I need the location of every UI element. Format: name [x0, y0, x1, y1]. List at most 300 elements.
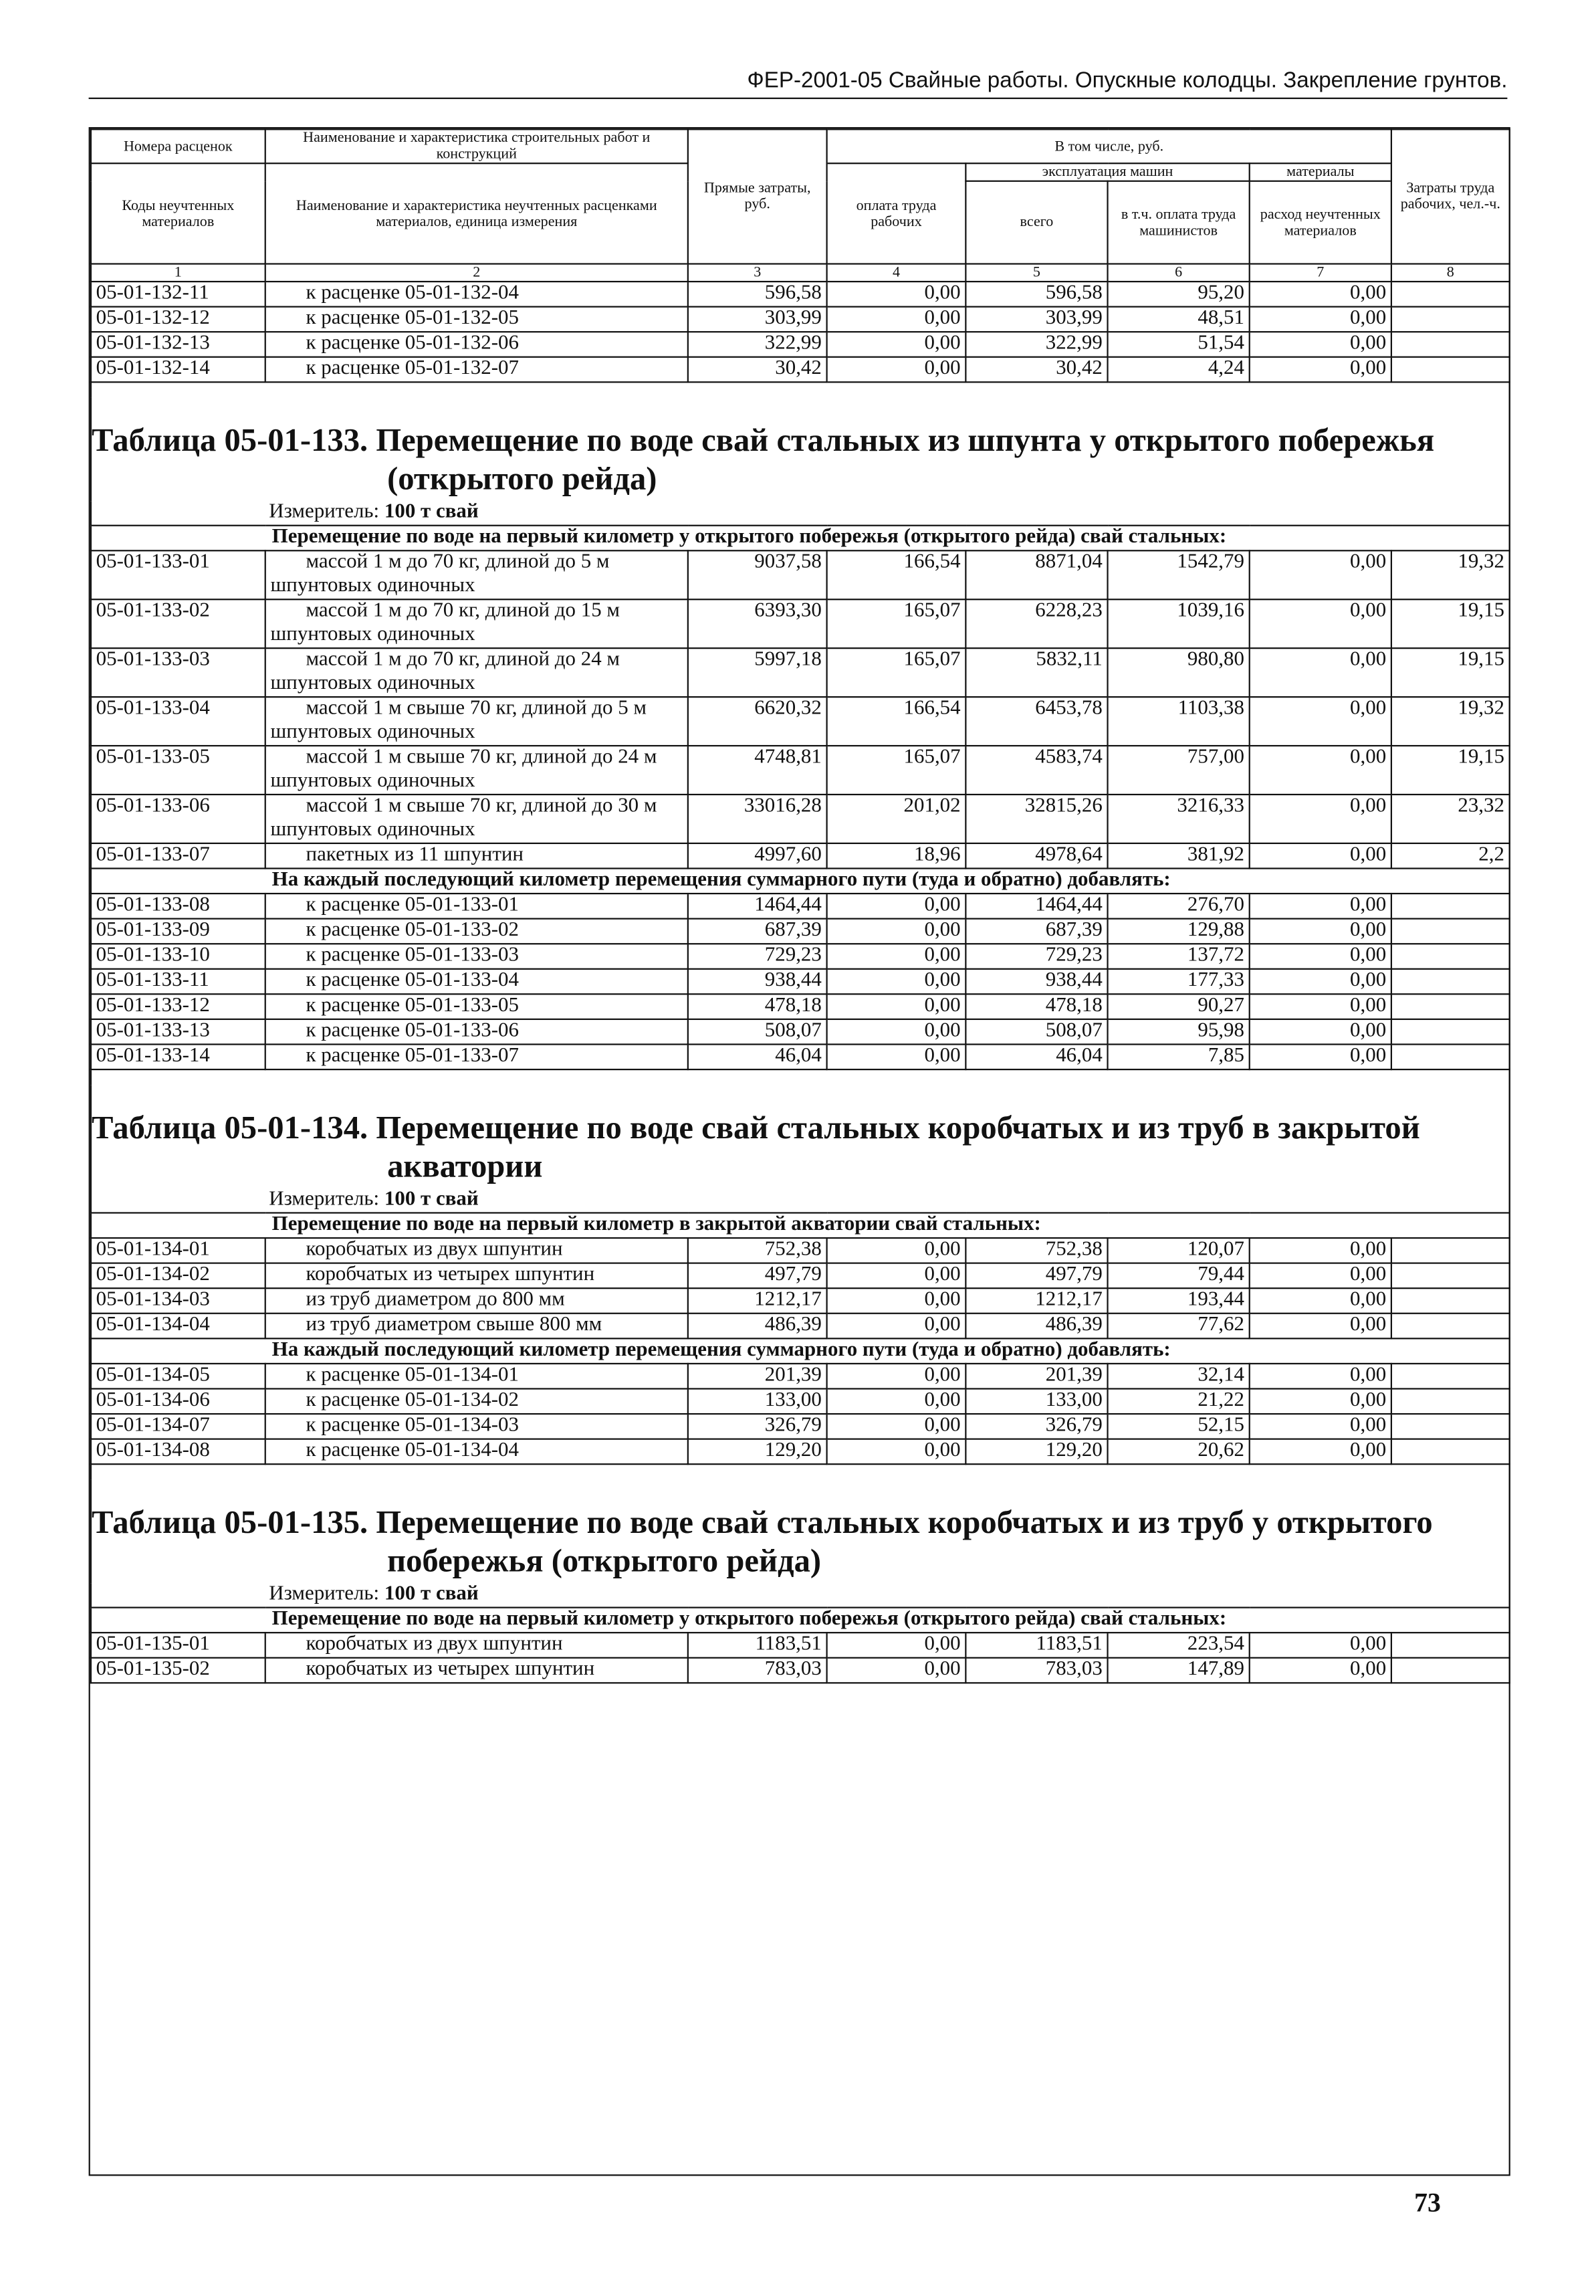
hdr-wage: оплата труда рабочих — [827, 163, 966, 264]
machines-wage-cell: 52,15 — [1108, 1414, 1250, 1439]
table-row — [91, 1263, 1510, 1289]
table-row — [91, 1045, 1510, 1070]
direct-cost-cell: 326,79 — [688, 1414, 827, 1439]
machines-total-cell: 4583,74 — [965, 746, 1107, 795]
measure-value: 100 т свай — [384, 1583, 479, 1606]
machines-wage-cell: 147,89 — [1108, 1658, 1250, 1683]
rate-code-cell: 05-01-134-01 — [91, 1238, 265, 1263]
table-row — [91, 746, 1510, 795]
wage-cell: 0,00 — [827, 1658, 966, 1683]
rate-code-cell: 05-01-133-13 — [91, 1019, 265, 1045]
work-name-cell: к расценке 05-01-132-06 — [265, 332, 688, 357]
materials-cell: 0,00 — [1250, 795, 1391, 843]
hdr-num-1: 1 — [91, 264, 265, 282]
machines-wage-cell: 3216,33 — [1108, 795, 1250, 843]
direct-cost-cell: 1464,44 — [688, 894, 827, 919]
materials-cell: 0,00 — [1250, 697, 1391, 746]
spacer — [91, 1069, 1510, 1085]
measure-label: Измеритель: — [269, 1188, 380, 1211]
direct-cost-cell: 1212,17 — [688, 1288, 827, 1314]
direct-cost-cell: 5997,18 — [688, 648, 827, 697]
materials-cell: 0,00 — [1250, 1414, 1391, 1439]
table-row — [91, 795, 1510, 843]
table-row — [91, 550, 1510, 599]
machines-total-cell: 30,42 — [965, 357, 1107, 383]
machines-total-cell: 687,39 — [965, 919, 1107, 944]
work-name-cell: массой 1 м свыше 70 кг, длиной до 5 м шпунтовых одиночных — [265, 697, 688, 746]
hdr-machines-total: всего — [965, 181, 1107, 264]
machines-total-cell: 322,99 — [965, 332, 1107, 357]
table-row — [91, 894, 1510, 919]
labor-cell — [1391, 1388, 1510, 1414]
direct-cost-cell: 508,07 — [688, 1019, 827, 1045]
machines-total-cell: 783,03 — [965, 1658, 1107, 1683]
table-134 — [91, 1069, 1510, 1464]
table-row — [91, 944, 1510, 969]
machines-wage-cell: 381,92 — [1108, 843, 1250, 869]
work-name-cell: массой 1 м свыше 70 кг, длиной до 30 м шпунтовых одиночных — [265, 795, 688, 843]
machines-wage-cell: 980,80 — [1108, 648, 1250, 697]
materials-cell: 0,00 — [1250, 307, 1391, 332]
direct-cost-cell: 33016,28 — [688, 795, 827, 843]
wage-cell: 0,00 — [827, 1263, 966, 1289]
rate-code-cell: 05-01-133-07 — [91, 843, 265, 869]
direct-cost-cell: 752,38 — [688, 1238, 827, 1263]
materials-cell: 0,00 — [1250, 746, 1391, 795]
hdr-name-top: Наименование и характеристика строительных работ и конструкций — [265, 129, 688, 163]
work-name-cell: к расценке 05-01-133-02 — [265, 919, 688, 944]
table-title — [91, 1479, 1510, 1583]
materials-cell: 0,00 — [1250, 944, 1391, 969]
hdr-machines: эксплуатация машин — [965, 163, 1249, 181]
machines-wage-cell: 79,44 — [1108, 1263, 1250, 1289]
machines-total-cell: 6228,23 — [965, 599, 1107, 648]
labor-cell — [1391, 1263, 1510, 1289]
machines-total-cell: 46,04 — [965, 1045, 1107, 1070]
materials-cell: 0,00 — [1250, 969, 1391, 995]
hdr-codes-top: Номера расценок — [91, 129, 265, 163]
wage-cell: 0,00 — [827, 919, 966, 944]
machines-total-cell: 129,20 — [965, 1439, 1107, 1465]
materials-cell: 0,00 — [1250, 357, 1391, 383]
measurement-unit — [91, 501, 1510, 525]
rate-code-cell: 05-01-133-10 — [91, 944, 265, 969]
wage-cell: 0,00 — [827, 1045, 966, 1070]
work-name-cell: к расценке 05-01-133-06 — [265, 1019, 688, 1045]
labor-cell — [1391, 1314, 1510, 1339]
labor-cell — [1391, 357, 1510, 383]
rate-code-cell: 05-01-133-02 — [91, 599, 265, 648]
labor-cell — [1391, 1238, 1510, 1263]
table-row — [91, 1314, 1510, 1339]
materials-cell: 0,00 — [1250, 1288, 1391, 1314]
machines-total-cell: 4978,64 — [965, 843, 1107, 869]
wage-cell: 0,00 — [827, 894, 966, 919]
labor-cell — [1391, 1658, 1510, 1683]
wage-cell: 0,00 — [827, 1019, 966, 1045]
hdr-num-4: 4 — [827, 264, 966, 282]
wage-cell: 0,00 — [827, 1238, 966, 1263]
wage-cell: 166,54 — [827, 697, 966, 746]
machines-wage-cell: 90,27 — [1108, 994, 1250, 1019]
machines-wage-cell: 1103,38 — [1108, 697, 1250, 746]
work-name-cell: массой 1 м до 70 кг, длиной до 5 м шпунтовых одиночных — [265, 550, 688, 599]
hdr-materials: материалы — [1250, 163, 1391, 181]
machines-total-cell: 752,38 — [965, 1238, 1107, 1263]
direct-cost-cell: 30,42 — [688, 357, 827, 383]
page-number: 73 — [1414, 2188, 1441, 2218]
work-name-cell: к расценке 05-01-133-05 — [265, 994, 688, 1019]
machines-total-cell: 938,44 — [965, 969, 1107, 995]
section-heading: Перемещение по воде на первый километр в закрытой акватории свай стальных: — [91, 1213, 1510, 1238]
labor-cell — [1391, 1019, 1510, 1045]
spacer — [91, 1464, 1510, 1479]
rate-code-cell: 05-01-133-12 — [91, 994, 265, 1019]
materials-cell: 0,00 — [1250, 332, 1391, 357]
work-name-cell: коробчатых из двух шпунтин — [265, 1238, 688, 1263]
machines-total-cell: 8871,04 — [965, 550, 1107, 599]
table-title-line-1: Таблица 05-01-133. Перемещение по воде свай стальных из шпунта у открытого побережья — [92, 421, 1435, 459]
machines-wage-cell: 223,54 — [1108, 1633, 1250, 1658]
labor-cell — [1391, 919, 1510, 944]
hdr-materials-sub: расход неучтенных материалов — [1250, 181, 1391, 264]
rate-code-cell: 05-01-135-01 — [91, 1633, 265, 1658]
rate-code-cell: 05-01-134-04 — [91, 1314, 265, 1339]
measure-value: 100 т свай — [384, 501, 479, 524]
rate-code-cell: 05-01-132-14 — [91, 357, 265, 383]
hdr-num-5: 5 — [965, 264, 1107, 282]
labor-cell — [1391, 1633, 1510, 1658]
machines-wage-cell: 129,88 — [1108, 919, 1250, 944]
work-name-cell: к расценке 05-01-133-07 — [265, 1045, 688, 1070]
machines-wage-cell: 21,22 — [1108, 1388, 1250, 1414]
table-row — [91, 919, 1510, 944]
direct-cost-cell: 486,39 — [688, 1314, 827, 1339]
rate-code-cell: 05-01-133-06 — [91, 795, 265, 843]
rate-code-cell: 05-01-135-02 — [91, 1658, 265, 1683]
work-name-cell: из труб диаметром до 800 мм — [265, 1288, 688, 1314]
work-name-cell: коробчатых из четырех шпунтин — [265, 1263, 688, 1289]
table-row — [91, 994, 1510, 1019]
table-row — [91, 1439, 1510, 1465]
machines-wage-cell: 120,07 — [1108, 1238, 1250, 1263]
table-133 — [91, 382, 1510, 1069]
work-name-cell: к расценке 05-01-133-03 — [265, 944, 688, 969]
wage-cell: 0,00 — [827, 307, 966, 332]
machines-total-cell: 303,99 — [965, 307, 1107, 332]
labor-cell — [1391, 944, 1510, 969]
work-name-cell: пакетных из 11 шпунтин — [265, 843, 688, 869]
direct-cost-cell: 9037,58 — [688, 550, 827, 599]
table-row — [91, 307, 1510, 332]
machines-total-cell: 1464,44 — [965, 894, 1107, 919]
table-row — [91, 1658, 1510, 1683]
work-name-cell: коробчатых из двух шпунтин — [265, 1633, 688, 1658]
rate-code-cell: 05-01-132-12 — [91, 307, 265, 332]
rate-code-cell: 05-01-132-13 — [91, 332, 265, 357]
machines-wage-cell: 1039,16 — [1108, 599, 1250, 648]
table-title-line-1: Таблица 05-01-135. Перемещение по воде свай стальных коробчатых и из труб у открытого — [92, 1503, 1433, 1541]
labor-cell — [1391, 1045, 1510, 1070]
rate-code-cell: 05-01-134-06 — [91, 1388, 265, 1414]
hdr-num-6: 6 — [1108, 264, 1250, 282]
labor-cell — [1391, 332, 1510, 357]
labor-cell: 19,32 — [1391, 697, 1510, 746]
wage-cell: 18,96 — [827, 843, 966, 869]
hdr-labor: Затраты труда рабочих, чел.-ч. — [1391, 129, 1510, 264]
rate-code-cell: 05-01-133-05 — [91, 746, 265, 795]
labor-cell: 23,32 — [1391, 795, 1510, 843]
direct-cost-cell: 938,44 — [688, 969, 827, 995]
machines-wage-cell: 4,24 — [1108, 357, 1250, 383]
materials-cell: 0,00 — [1250, 1364, 1391, 1389]
machines-wage-cell: 137,72 — [1108, 944, 1250, 969]
work-name-cell: коробчатых из четырех шпунтин — [265, 1658, 688, 1683]
hdr-direct-costs: Прямые затраты, руб. — [688, 129, 827, 264]
table-row — [91, 1364, 1510, 1389]
wage-cell: 165,07 — [827, 599, 966, 648]
materials-cell: 0,00 — [1250, 1019, 1391, 1045]
machines-wage-cell: 95,98 — [1108, 1019, 1250, 1045]
materials-cell: 0,00 — [1250, 1045, 1391, 1070]
work-name-cell: массой 1 м до 70 кг, длиной до 24 м шпунтовых одиночных — [265, 648, 688, 697]
labor-cell — [1391, 1439, 1510, 1465]
machines-wage-cell: 95,20 — [1108, 282, 1250, 307]
machines-total-cell: 5832,11 — [965, 648, 1107, 697]
labor-cell — [1391, 1288, 1510, 1314]
machines-total-cell: 6453,78 — [965, 697, 1107, 746]
materials-cell: 0,00 — [1250, 894, 1391, 919]
table-row — [91, 969, 1510, 995]
machines-wage-cell: 77,62 — [1108, 1314, 1250, 1339]
machines-total-cell: 486,39 — [965, 1314, 1107, 1339]
wage-cell: 0,00 — [827, 1314, 966, 1339]
table-row — [91, 648, 1510, 697]
machines-wage-cell: 276,70 — [1108, 894, 1250, 919]
machines-wage-cell: 48,51 — [1108, 307, 1250, 332]
table-row — [91, 1633, 1510, 1658]
table-title-line-2: (открытого рейда) — [387, 459, 657, 497]
rate-code-cell: 05-01-133-11 — [91, 969, 265, 995]
direct-cost-cell: 6620,32 — [688, 697, 827, 746]
table-row — [91, 357, 1510, 383]
machines-total-cell: 326,79 — [965, 1414, 1107, 1439]
direct-cost-cell: 478,18 — [688, 994, 827, 1019]
rate-code-cell: 05-01-133-14 — [91, 1045, 265, 1070]
materials-cell: 0,00 — [1250, 599, 1391, 648]
materials-cell: 0,00 — [1250, 1658, 1391, 1683]
rate-code-cell: 05-01-133-03 — [91, 648, 265, 697]
rate-code-cell: 05-01-133-09 — [91, 919, 265, 944]
rate-code-cell: 05-01-134-08 — [91, 1439, 265, 1465]
wage-cell: 165,07 — [827, 746, 966, 795]
price-table — [90, 128, 1510, 1683]
wage-cell: 0,00 — [827, 332, 966, 357]
running-header: ФЕР-2001-05 Свайные работы. Опускные колодцы. Закрепление грунтов. — [89, 68, 1508, 99]
rate-code-cell: 05-01-134-03 — [91, 1288, 265, 1314]
rate-code-cell: 05-01-133-08 — [91, 894, 265, 919]
materials-cell: 0,00 — [1250, 1238, 1391, 1263]
table-row — [91, 1288, 1510, 1314]
direct-cost-cell: 497,79 — [688, 1263, 827, 1289]
direct-cost-cell: 729,23 — [688, 944, 827, 969]
rate-code-cell: 05-01-133-01 — [91, 550, 265, 599]
wage-cell: 0,00 — [827, 1439, 966, 1465]
labor-cell — [1391, 1414, 1510, 1439]
labor-cell: 19,15 — [1391, 648, 1510, 697]
machines-total-cell: 1183,51 — [965, 1633, 1107, 1658]
direct-cost-cell: 129,20 — [688, 1439, 827, 1465]
hdr-machines-wage: в т.ч. оплата труда машинистов — [1108, 181, 1250, 264]
materials-cell: 0,00 — [1250, 1633, 1391, 1658]
labor-cell — [1391, 894, 1510, 919]
direct-cost-cell: 1183,51 — [688, 1633, 827, 1658]
wage-cell: 0,00 — [827, 969, 966, 995]
materials-cell: 0,00 — [1250, 994, 1391, 1019]
measurement-unit — [91, 1188, 1510, 1213]
rate-code-cell: 05-01-132-11 — [91, 282, 265, 307]
work-name-cell: к расценке 05-01-134-03 — [265, 1414, 688, 1439]
table-row — [91, 599, 1510, 648]
work-name-cell: массой 1 м свыше 70 кг, длиной до 24 м шпунтовых одиночных — [265, 746, 688, 795]
work-name-cell: к расценке 05-01-132-05 — [265, 307, 688, 332]
materials-cell: 0,00 — [1250, 648, 1391, 697]
table-135 — [91, 1464, 1510, 1683]
direct-cost-cell: 6393,30 — [688, 599, 827, 648]
table-body — [91, 282, 1510, 382]
wage-cell: 0,00 — [827, 994, 966, 1019]
work-name-cell: к расценке 05-01-132-04 — [265, 282, 688, 307]
wage-cell: 0,00 — [827, 357, 966, 383]
wage-cell: 201,02 — [827, 795, 966, 843]
table-row — [91, 1388, 1510, 1414]
direct-cost-cell: 596,58 — [688, 282, 827, 307]
labor-cell: 19,15 — [1391, 746, 1510, 795]
section-heading: Перемещение по воде на первый километр у открытого побережья (открытого рейда) свай стальных: — [91, 1608, 1510, 1633]
machines-wage-cell: 32,14 — [1108, 1364, 1250, 1389]
wage-cell: 0,00 — [827, 282, 966, 307]
machines-total-cell: 32815,26 — [965, 795, 1107, 843]
labor-cell: 19,15 — [1391, 599, 1510, 648]
wage-cell: 165,07 — [827, 648, 966, 697]
machines-total-cell: 133,00 — [965, 1388, 1107, 1414]
machines-wage-cell: 20,62 — [1108, 1439, 1250, 1465]
spacer — [91, 382, 1510, 397]
table-row — [91, 697, 1510, 746]
work-name-cell: к расценке 05-01-133-04 — [265, 969, 688, 995]
machines-total-cell: 201,39 — [965, 1364, 1107, 1389]
wage-cell: 0,00 — [827, 1288, 966, 1314]
materials-cell: 0,00 — [1250, 282, 1391, 307]
wage-cell: 0,00 — [827, 1414, 966, 1439]
measure-label: Измеритель: — [269, 1583, 380, 1606]
table-row — [91, 1238, 1510, 1263]
table-title — [91, 398, 1510, 502]
hdr-num-3: 3 — [688, 264, 827, 282]
work-name-cell: из труб диаметром свыше 800 мм — [265, 1314, 688, 1339]
direct-cost-cell: 322,99 — [688, 332, 827, 357]
table-title-line-1: Таблица 05-01-134. Перемещение по воде свай стальных коробчатых и из труб в закрытой — [92, 1108, 1420, 1146]
measure-value: 100 т свай — [384, 1188, 479, 1211]
direct-cost-cell: 46,04 — [688, 1045, 827, 1070]
machines-total-cell: 508,07 — [965, 1019, 1107, 1045]
hdr-name-bottom: Наименование и характеристика неучтенных расценками материалов, единица измерения — [265, 163, 688, 264]
labor-cell — [1391, 969, 1510, 995]
machines-wage-cell: 51,54 — [1108, 332, 1250, 357]
wage-cell: 166,54 — [827, 550, 966, 599]
direct-cost-cell: 687,39 — [688, 919, 827, 944]
section-heading: Перемещение по воде на первый километр у открытого побережья (открытого рейда) свай стальных: — [91, 526, 1510, 551]
wage-cell: 0,00 — [827, 1364, 966, 1389]
direct-cost-cell: 4997,60 — [688, 843, 827, 869]
machines-wage-cell: 7,85 — [1108, 1045, 1250, 1070]
direct-cost-cell: 783,03 — [688, 1658, 827, 1683]
table-row — [91, 1019, 1510, 1045]
work-name-cell: массой 1 м до 70 кг, длиной до 15 м шпунтовых одиночных — [265, 599, 688, 648]
wage-cell: 0,00 — [827, 1388, 966, 1414]
direct-cost-cell: 201,39 — [688, 1364, 827, 1389]
machines-total-cell: 478,18 — [965, 994, 1107, 1019]
machines-wage-cell: 1542,79 — [1108, 550, 1250, 599]
direct-cost-cell: 133,00 — [688, 1388, 827, 1414]
table-row — [91, 843, 1510, 869]
labor-cell: 19,32 — [1391, 550, 1510, 599]
rate-code-cell: 05-01-134-07 — [91, 1414, 265, 1439]
table-title-line-2: побережья (открытого рейда) — [387, 1542, 822, 1579]
table-header — [91, 129, 1510, 282]
price-table-frame — [89, 127, 1510, 2176]
table-title — [91, 1085, 1510, 1188]
machines-wage-cell: 177,33 — [1108, 969, 1250, 995]
wage-cell: 0,00 — [827, 1633, 966, 1658]
work-name-cell: к расценке 05-01-134-02 — [265, 1388, 688, 1414]
labor-cell — [1391, 1364, 1510, 1389]
work-name-cell: к расценке 05-01-134-04 — [265, 1439, 688, 1465]
rate-code-cell: 05-01-134-05 — [91, 1364, 265, 1389]
hdr-num-2: 2 — [265, 264, 688, 282]
materials-cell: 0,00 — [1250, 1388, 1391, 1414]
table-row — [91, 332, 1510, 357]
rate-code-cell: 05-01-134-02 — [91, 1263, 265, 1289]
hdr-num-8: 8 — [1391, 264, 1510, 282]
labor-cell — [1391, 307, 1510, 332]
section-heading: На каждый последующий километр перемещения суммарного пути (туда и обратно) добавлять: — [91, 1338, 1510, 1364]
table-row — [91, 1414, 1510, 1439]
wage-cell: 0,00 — [827, 944, 966, 969]
machines-total-cell: 596,58 — [965, 282, 1107, 307]
table-title-line-2: акватории — [387, 1147, 543, 1184]
hdr-codes-bottom: Коды неучтенных материалов — [91, 163, 265, 264]
materials-cell: 0,00 — [1250, 1439, 1391, 1465]
materials-cell: 0,00 — [1250, 550, 1391, 599]
labor-cell — [1391, 994, 1510, 1019]
rate-code-cell: 05-01-133-04 — [91, 697, 265, 746]
labor-cell — [1391, 282, 1510, 307]
machines-wage-cell: 757,00 — [1108, 746, 1250, 795]
machines-wage-cell: 193,44 — [1108, 1288, 1250, 1314]
hdr-num-7: 7 — [1250, 264, 1391, 282]
materials-cell: 0,00 — [1250, 1314, 1391, 1339]
machines-total-cell: 497,79 — [965, 1263, 1107, 1289]
table-row — [91, 282, 1510, 307]
measure-label: Измеритель: — [269, 501, 380, 524]
labor-cell: 2,2 — [1391, 843, 1510, 869]
materials-cell: 0,00 — [1250, 1263, 1391, 1289]
work-name-cell: к расценке 05-01-133-01 — [265, 894, 688, 919]
work-name-cell: к расценке 05-01-132-07 — [265, 357, 688, 383]
machines-total-cell: 729,23 — [965, 944, 1107, 969]
materials-cell: 0,00 — [1250, 843, 1391, 869]
